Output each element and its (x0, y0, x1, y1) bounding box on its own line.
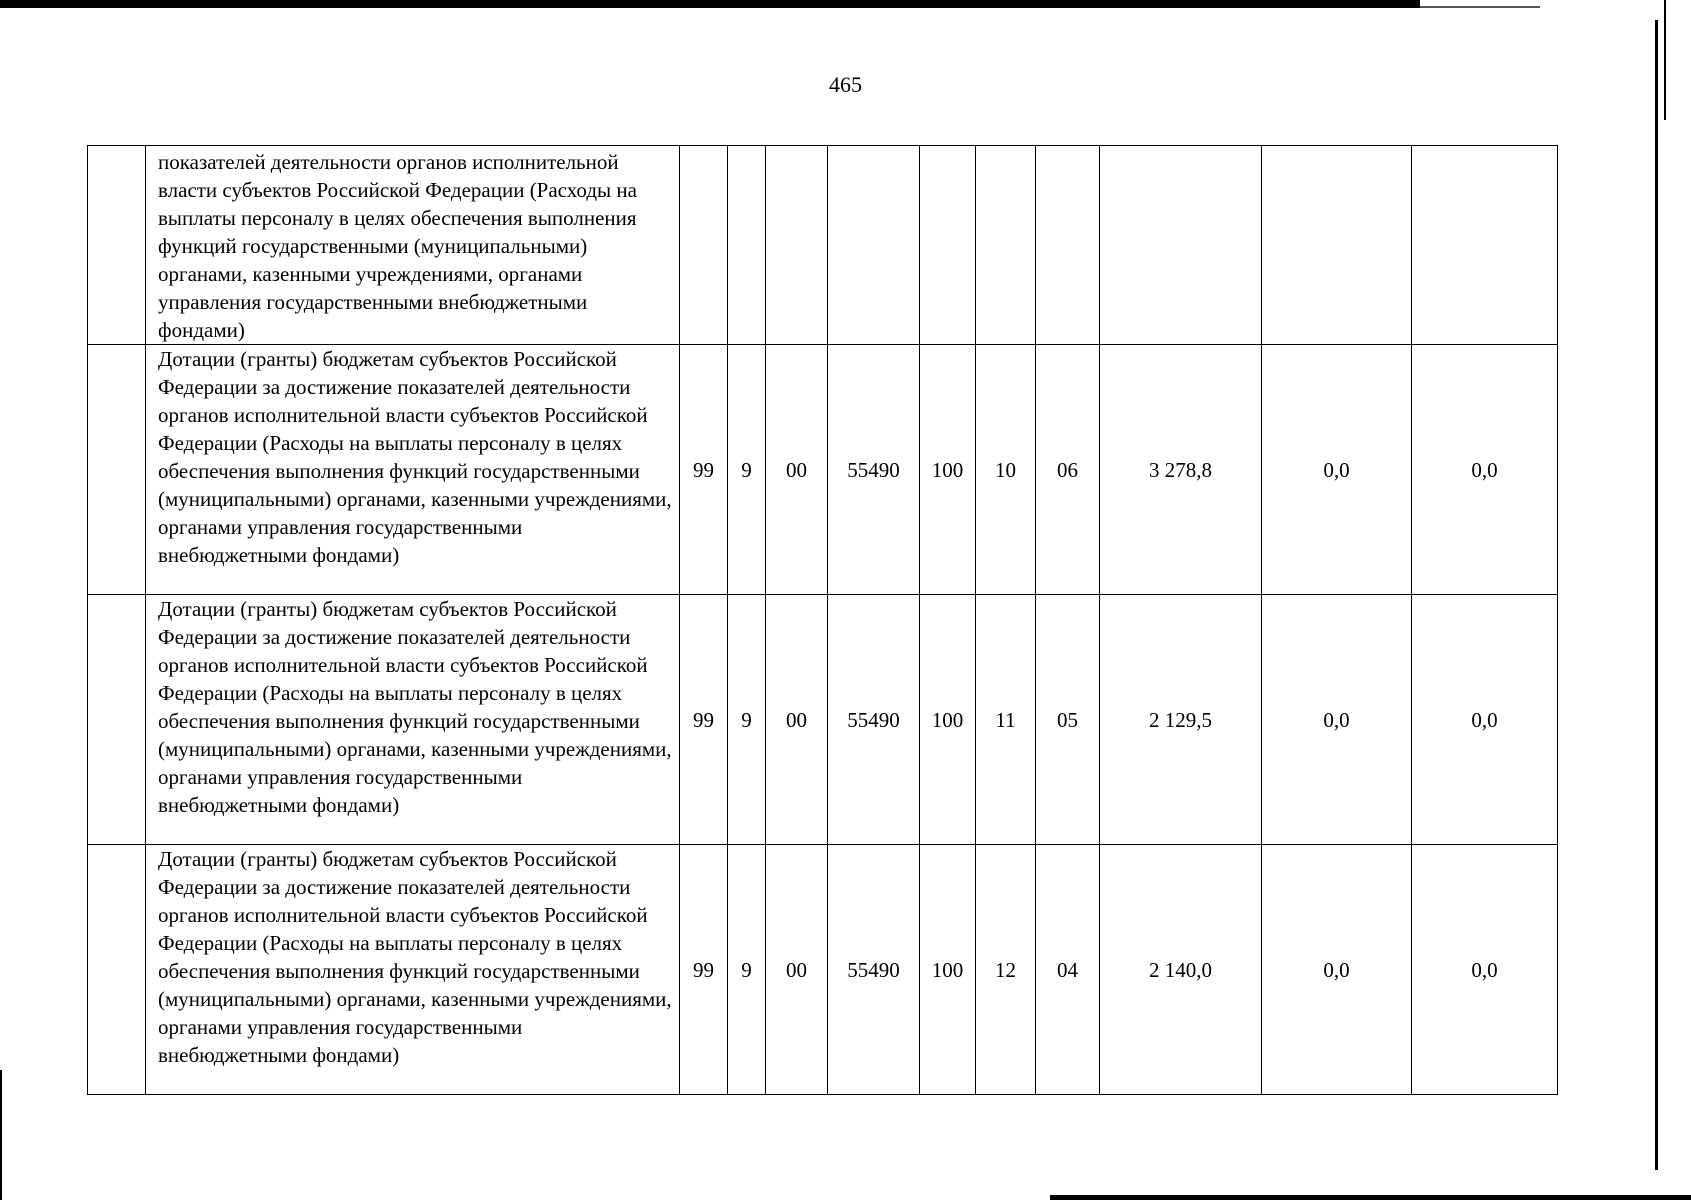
amount-cell: 2 140,0 (1100, 845, 1262, 1095)
code-cell: 06 (1036, 345, 1100, 595)
code-cell: 99 (680, 595, 728, 845)
description-cell: Дотации (гранты) бюджетам субъектов Российской Федерации за достижение показателей деятельности органов исполнительной власти субъектов Российской Федерации (Расходы на выплаты персоналу в целях обеспечения выполнения функций государственными (муниципальными) органами, казенными учреждениями, органами управления государственными внебюджетными фондами) (146, 595, 680, 845)
code-cell: 55490 (828, 845, 920, 1095)
amount-cell: 0,0 (1412, 345, 1558, 595)
scan-edge-bottom (1050, 1195, 1691, 1200)
budget-table (87, 145, 1558, 1095)
code-cell: 00 (766, 845, 828, 1095)
description-cell: показателей деятельности органов исполнительной власти субъектов Российской Федерации (Расходы на выплаты персоналу в целях обеспечения выполнения функций государственными (муниципальными) органами, казенными учреждениями, органами управления государственными внебюджетными фондами) (146, 146, 680, 345)
code-cell: 100 (920, 595, 976, 845)
scan-edge-top (0, 0, 1420, 8)
code-cell: 12 (976, 845, 1036, 1095)
amount-cell: 0,0 (1262, 595, 1412, 845)
code-cell (828, 146, 920, 345)
code-cell: 9 (728, 345, 766, 595)
row-index-cell (88, 595, 146, 845)
table-row (88, 595, 1558, 845)
code-cell: 99 (680, 345, 728, 595)
table-row (88, 146, 1558, 345)
table-row (88, 845, 1558, 1095)
code-cell: 100 (920, 345, 976, 595)
amount-cell: 0,0 (1262, 345, 1412, 595)
amount-cell (1412, 146, 1558, 345)
code-cell (766, 146, 828, 345)
scan-edge-right (1655, 20, 1658, 1170)
code-cell: 9 (728, 595, 766, 845)
table-row (88, 345, 1558, 595)
amount-cell (1100, 146, 1262, 345)
code-cell: 55490 (828, 345, 920, 595)
description-cell: Дотации (гранты) бюджетам субъектов Российской Федерации за достижение показателей деятельности органов исполнительной власти субъектов Российской Федерации (Расходы на выплаты персоналу в целях обеспечения выполнения функций государственными (муниципальными) органами, казенными учреждениями, органами управления государственными внебюджетными фондами) (146, 845, 680, 1095)
amount-cell: 0,0 (1262, 845, 1412, 1095)
code-cell (728, 146, 766, 345)
row-index-cell (88, 146, 146, 345)
code-cell (976, 146, 1036, 345)
code-cell (680, 146, 728, 345)
code-cell (1036, 146, 1100, 345)
page-number: 465 (829, 72, 862, 97)
code-cell: 00 (766, 595, 828, 845)
code-cell: 00 (766, 345, 828, 595)
scan-edge-top-thin (1420, 6, 1540, 8)
amount-cell: 0,0 (1412, 595, 1558, 845)
code-cell (920, 146, 976, 345)
code-cell: 99 (680, 845, 728, 1095)
code-cell: 04 (1036, 845, 1100, 1095)
code-cell: 9 (728, 845, 766, 1095)
amount-cell: 0,0 (1412, 845, 1558, 1095)
scan-edge-right-outer (1664, 0, 1666, 120)
code-cell: 55490 (828, 595, 920, 845)
code-cell: 100 (920, 845, 976, 1095)
amount-cell: 2 129,5 (1100, 595, 1262, 845)
amount-cell (1262, 146, 1412, 345)
scan-edge-left (0, 1070, 2, 1200)
code-cell: 10 (976, 345, 1036, 595)
code-cell: 11 (976, 595, 1036, 845)
amount-cell: 3 278,8 (1100, 345, 1262, 595)
row-index-cell (88, 345, 146, 595)
code-cell: 05 (1036, 595, 1100, 845)
row-index-cell (88, 845, 146, 1095)
description-cell: Дотации (гранты) бюджетам субъектов Российской Федерации за достижение показателей деятельности органов исполнительной власти субъектов Российской Федерации (Расходы на выплаты персоналу в целях обеспечения выполнения функций государственными (муниципальными) органами, казенными учреждениями, органами управления государственными внебюджетными фондами) (146, 345, 680, 595)
